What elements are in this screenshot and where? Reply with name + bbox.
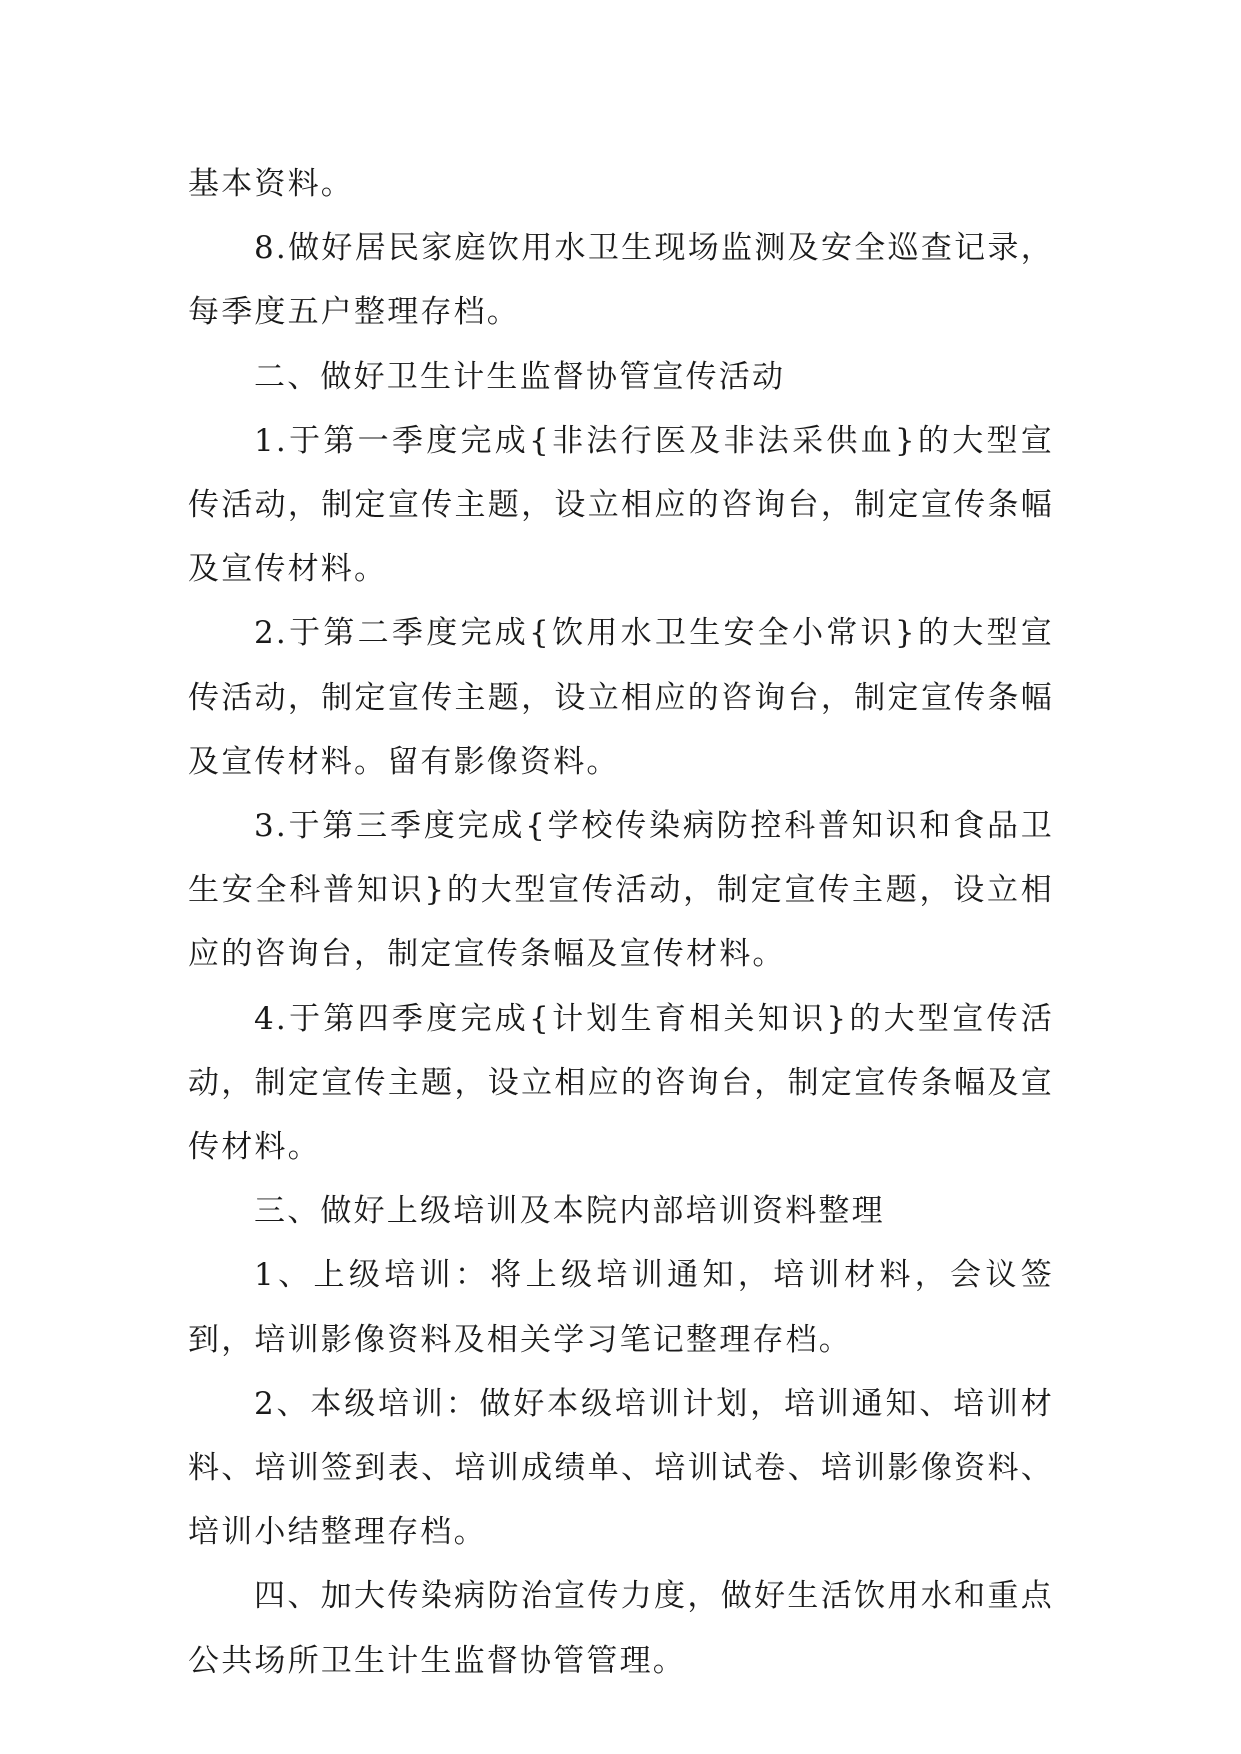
paragraph-item-3-2: 2、本级培训：做好本级培训计划，培训通知、培训材料、培训签到表、培训成绩单、培训试卷、培训影像资料、培训小结整理存档。	[188, 1385, 1054, 1551]
section-heading-3: 三、做好上级培训及本院内部培训资料整理	[254, 1193, 885, 1230]
paragraph-item-2-3: 3.于第三季度完成{学校传染病防控科普知识和食品卫生安全科普知识}的大型宣传活动，制定宣传主题，设立相应的咨询台，制定宣传条幅及宣传材料。	[188, 808, 1054, 973]
document-body	[188, 152, 1054, 1693]
paragraph-item-8: 8.做好居民家庭饮用水卫生现场监测及安全巡查记录，每季度五户整理存档。	[188, 230, 1054, 331]
paragraph-item-2-4: 4.于第四季度完成{计划生育相关知识}的大型宣传活动，制定宣传主题，设立相应的咨询台，制定宣传条幅及宣传材料。	[188, 1000, 1054, 1166]
section-heading-2: 二、做好卫生计生监督协管宣传活动	[254, 358, 786, 395]
section-heading-4: 四、加大传染病防治宣传力度，做好生活饮用水和重点公共场所卫生计生监督协管管理。	[188, 1578, 1054, 1679]
paragraph-continuation: 基本资料。	[188, 166, 354, 202]
paragraph-item-2-2: 2.于第二季度完成{饮用水卫生安全小常识}的大型宣传活动，制定宣传主题，设立相应的咨询台，制定宣传条幅及宣传材料。留有影像资料。	[188, 615, 1054, 780]
paragraph-item-2-1: 1.于第一季度完成{非法行医及非法采供血}的大型宣传活动，制定宣传主题，设立相应的咨询台，制定宣传条幅及宣传材料。	[188, 422, 1054, 588]
paragraph-item-3-1: 1、上级培训：将上级培训通知，培训材料，会议签到，培训影像资料及相关学习笔记整理存档。	[188, 1257, 1054, 1358]
